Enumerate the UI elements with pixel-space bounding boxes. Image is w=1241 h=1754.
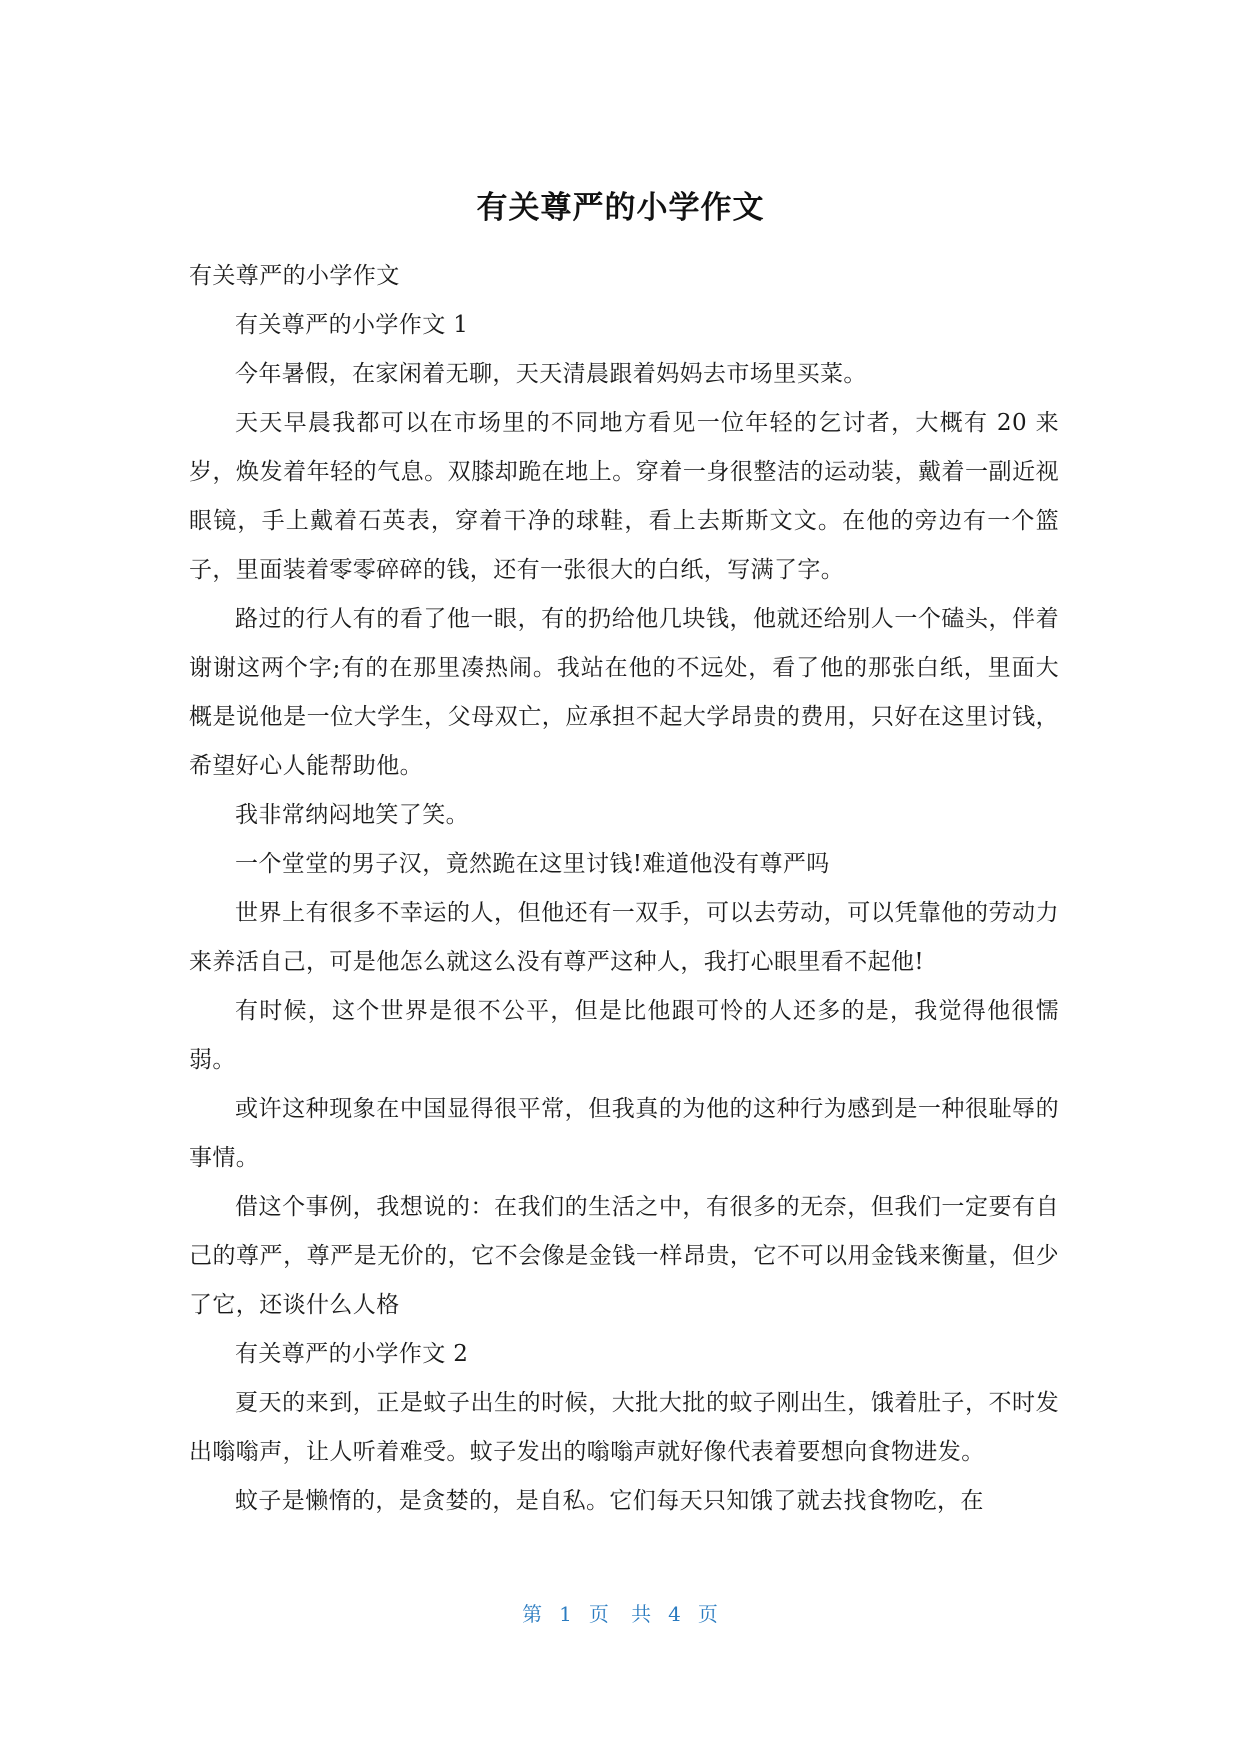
section-heading: 有关尊严的小学作文 2 [235, 1341, 469, 1367]
document-title: 有关尊严的小学作文 [476, 190, 765, 226]
footer-label-of: 页 共 [588, 1602, 653, 1626]
paragraph: 有时候，这个世界是很不公平，但是比他跟可怜的人还多的是，我觉得他很懦弱。 [189, 998, 1059, 1073]
paragraph: 我非常纳闷地笑了笑。 [235, 802, 469, 828]
footer-current-page: 1 [559, 1602, 573, 1626]
paragraph: 或许这种现象在中国显得很平常，但我真的为他的这种行为感到是一种很耻辱的事情。 [189, 1096, 1059, 1171]
paragraph: 一个堂堂的男子汉，竟然跪在这里讨钱!难道他没有尊严吗 [235, 851, 830, 877]
paragraph: 借这个事例，我想说的：在我们的生活之中，有很多的无奈，但我们一定要有自己的尊严，尊严是无价的，它不会像是金钱一样昂贵，它不可以用金钱来衡量，但少了它，还谈什么人格 [189, 1194, 1059, 1318]
paragraph: 蚊子是懒惰的，是贪婪的，是自私。它们每天只知饿了就去找食物吃，在 [235, 1488, 984, 1514]
paragraph: 世界上有很多不幸运的人，但他还有一双手，可以去劳动，可以凭靠他的劳动力来养活自己，可是他怎么就这么没有尊严这种人，我打心眼里看不起他! [189, 900, 1059, 975]
paragraph: 夏天的来到，正是蚊子出生的时候，大批大批的蚊子刚出生，饿着肚子，不时发出嗡嗡声，让人听着难受。蚊子发出的嗡嗡声就好像代表着要想向食物进发。 [189, 1390, 1059, 1465]
paragraph: 今年暑假，在家闲着无聊，天天清晨跟着妈妈去市场里买菜。 [235, 361, 867, 387]
paragraph: 路过的行人有的看了他一眼，有的扔给他几块钱，他就还给别人一个磕头，伴着谢谢这两个字;有的在那里凑热闹。我站在他的不远处，看了他的那张白纸，里面大概是说他是一位大学生，父母双亡，应承担不起大学昂贵的费用，只好在这里讨钱，希望好心人能帮助他。 [189, 606, 1059, 779]
document-body [189, 252, 1059, 1526]
page-footer [0, 1598, 1241, 1627]
footer-total-pages: 4 [668, 1602, 682, 1626]
paragraph: 有关尊严的小学作文 [189, 263, 400, 289]
footer-label-pages: 页 [697, 1602, 719, 1626]
section-heading: 有关尊严的小学作文 1 [235, 312, 469, 338]
paragraph: 天天早晨我都可以在市场里的不同地方看见一位年轻的乞讨者，大概有 20 来岁，焕发着年轻的气息。双膝却跪在地上。穿着一身很整洁的运动装，戴着一副近视眼镜，手上戴着石英表，穿着干净的球鞋，看上去斯斯文文。在他的旁边有一个篮子，里面装着零零碎碎的钱，还有一张很大的白纸，写满了字。 [189, 410, 1059, 583]
footer-label-page: 第 [522, 1602, 544, 1626]
